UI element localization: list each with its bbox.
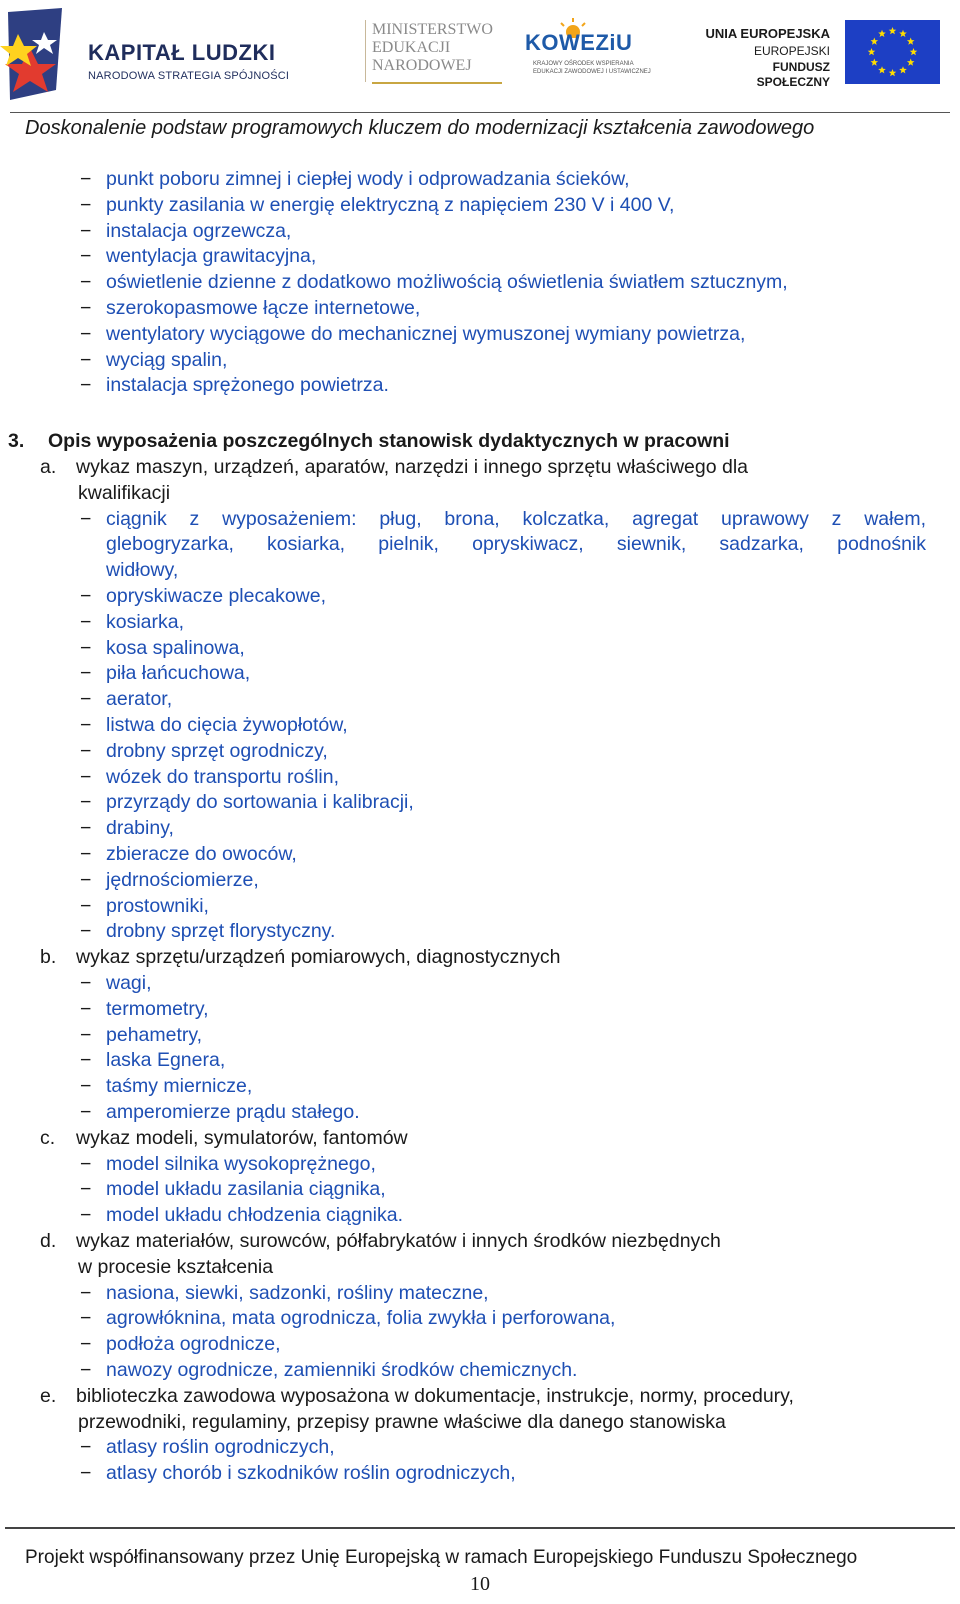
- dash-bullet: −: [80, 1178, 92, 1201]
- subsection-heading: [40, 1229, 721, 1253]
- list-item: [80, 636, 245, 660]
- list-item: [80, 296, 420, 320]
- list-item: [80, 997, 209, 1021]
- list-item-text: drobny sprzęt florystyczny.: [106, 920, 336, 943]
- dash-bullet: −: [80, 817, 92, 840]
- eu-star-icon: [910, 48, 918, 55]
- kapital-ludzki-title: KAPITAŁ LUDZKI: [88, 40, 276, 65]
- kapital-ludzki-star-icon: [0, 4, 80, 104]
- subsection-letter: b.: [40, 946, 57, 969]
- list-item: [106, 558, 178, 582]
- eu-logo: [700, 20, 940, 90]
- list-item: [80, 919, 335, 943]
- dash-bullet: −: [80, 920, 92, 943]
- list-item: [80, 348, 227, 372]
- subsection-text: przewodniki, regulaminy, przepisy prawne właściwe dla danego stanowiska: [78, 1410, 726, 1433]
- list-item-text: wentylatory wyciągowe do mechanicznej wymuszonej wymiany powietrza,: [106, 322, 746, 345]
- eu-line-2: EUROPEJSKI: [753, 44, 830, 58]
- list-item: [80, 1177, 386, 1201]
- koweziu-name: KOWEZiU: [525, 30, 633, 55]
- dash-bullet: −: [80, 322, 92, 345]
- dash-bullet: −: [80, 1049, 92, 1072]
- footer-divider: [5, 1527, 955, 1529]
- list-item: [80, 322, 745, 346]
- dash-bullet: −: [80, 739, 92, 762]
- dash-bullet: −: [80, 219, 92, 242]
- list-item-text: termometry,: [106, 997, 209, 1020]
- dash-bullet: −: [80, 972, 92, 994]
- subsection-letter: c.: [40, 1126, 56, 1149]
- list-item: [80, 1074, 252, 1098]
- list-item: [80, 167, 630, 191]
- subsection-heading: [40, 455, 748, 479]
- eu-star-icon: [907, 59, 915, 66]
- subsection-text: biblioteczka zawodowa wyposażona w dokumentacje, instrukcje, normy, procedury,: [76, 1384, 794, 1407]
- eu-star-icon: [878, 30, 886, 37]
- list-item: [80, 193, 674, 217]
- subsection-heading: [40, 945, 560, 969]
- dash-bullet: −: [80, 868, 92, 891]
- dash-bullet: −: [80, 507, 92, 530]
- koweziu-subtitle: KRAJOWY OŚRODEK WSPIERANIA EDUKACJI ZAWODOWEJ I USTAWICZNEJ: [533, 61, 651, 75]
- list-item-text: przyrządy do sortowania i kalibracji,: [106, 791, 414, 814]
- dash-bullet: −: [80, 348, 92, 371]
- footer-text: Projekt współfinansowany przez Unię Europejską w ramach Europejskiego Funduszu Społecznego: [25, 1547, 858, 1568]
- list-item-text: oświetlenie dzienne z dodatkowo możliwością oświetlenia światłem sztucznym,: [106, 271, 788, 294]
- subsection-text: wykaz modeli, symulatorów, fantomów: [76, 1126, 408, 1149]
- list-item: [80, 373, 389, 397]
- list-item: [80, 687, 172, 711]
- subsection-text: kwalifikacji: [78, 481, 171, 504]
- subsection-heading: [40, 1126, 408, 1150]
- list-item: [80, 713, 348, 737]
- list-item-text: widłowy,: [106, 559, 179, 582]
- subsection-text: wykaz materiałów, surowców, półfabrykatów i innych środków niezbędnych: [76, 1230, 721, 1252]
- eu-flag-icon: [845, 20, 940, 84]
- list-item-text: kosa spalinowa,: [106, 636, 245, 659]
- list-item-text: instalacja sprężonego powietrza.: [106, 374, 389, 397]
- eu-line-3: FUNDUSZ SPOŁECZNY: [756, 60, 830, 89]
- subsection-heading: [78, 1410, 726, 1434]
- list-item-text: punkt poboru zimnej i ciepłej wody i odprowadzania ścieków,: [106, 168, 630, 190]
- list-item: [80, 1152, 376, 1176]
- list-item-text: podłoża ogrodnicze,: [106, 1333, 281, 1356]
- dash-bullet: −: [80, 1462, 92, 1485]
- dash-bullet: −: [80, 245, 92, 268]
- dash-bullet: −: [80, 168, 92, 190]
- list-item: [80, 765, 339, 789]
- list-item-text: wózek do transportu roślin,: [106, 765, 340, 788]
- subsection-heading: [78, 481, 170, 505]
- list-item-text: drabiny,: [106, 817, 174, 840]
- eu-star-icon: [878, 66, 886, 73]
- kapital-ludzki-subtitle: NARODOWA STRATEGIA SPÓJNOŚCI: [88, 70, 290, 82]
- subsection-text: w procesie kształcenia: [78, 1255, 274, 1278]
- dash-bullet: −: [80, 765, 92, 788]
- subsection-letter: a.: [40, 456, 57, 478]
- eu-star-icon: [889, 69, 897, 76]
- list-item: [80, 971, 152, 995]
- list-item: [80, 1100, 360, 1124]
- list-item: [80, 1461, 516, 1485]
- dash-bullet: −: [80, 1307, 92, 1330]
- men-line-3: NARODOWEJ: [372, 57, 472, 74]
- subsection-text: wykaz sprzętu/urządzeń pomiarowych, diagnostycznych: [76, 946, 561, 969]
- list-item: [80, 1358, 577, 1382]
- list-item-text: aerator,: [106, 688, 173, 711]
- men-line-1: MINISTERSTWO: [372, 21, 493, 38]
- eu-star-icon: [868, 48, 876, 55]
- section-3-heading: [8, 429, 730, 453]
- subsection-heading: [40, 1384, 794, 1408]
- page-header: [0, 0, 960, 118]
- list-item: [80, 1023, 202, 1047]
- dash-bullet: −: [80, 1333, 92, 1356]
- men-logo: [365, 20, 506, 82]
- section-number: 3.: [8, 430, 25, 453]
- list-item: [80, 868, 259, 892]
- dash-bullet: −: [80, 894, 92, 917]
- eu-star-icon: [899, 30, 907, 37]
- men-underline: [372, 82, 502, 84]
- dash-bullet: −: [80, 297, 92, 319]
- eu-star-icon: [899, 66, 907, 73]
- list-item-text: punkty zasilania w energię elektryczną z napięciem 230 V i 400 V,: [106, 193, 675, 216]
- list-item-text: model układu zasilania ciągnika,: [106, 1178, 386, 1201]
- list-item-text: wagi,: [106, 972, 152, 994]
- header-divider: [10, 112, 950, 113]
- list-item-text: amperomierze prądu stałego.: [106, 1101, 360, 1123]
- list-item: [80, 894, 209, 918]
- eu-star-icon: [871, 59, 879, 66]
- list-item: [80, 270, 788, 294]
- list-item-text: nawozy ogrodnicze, zamienniki środków chemicznych.: [106, 1359, 578, 1381]
- dash-bullet: −: [80, 1436, 92, 1459]
- list-item-text: opryskiwacze plecakowe,: [106, 585, 327, 607]
- list-item-text: model układu chłodzenia ciągnika.: [106, 1204, 404, 1227]
- subsection-letter: e.: [40, 1384, 57, 1407]
- dash-bullet: −: [80, 1023, 92, 1046]
- dash-bullet: −: [80, 636, 92, 659]
- list-item-text: prostowniki,: [106, 894, 209, 917]
- men-line-2: EDUKACJI: [372, 39, 451, 56]
- list-item: [80, 816, 174, 840]
- dash-bullet: −: [80, 1101, 92, 1123]
- list-item-text: laska Egnera,: [106, 1049, 226, 1072]
- dash-bullet: −: [80, 374, 92, 397]
- list-item-text: nasiona, siewki, sadzonki, rośliny mateczne,: [106, 1281, 489, 1304]
- list-item-text: szerokopasmowe łącze internetowe,: [106, 297, 421, 319]
- list-item: [80, 1306, 615, 1330]
- list-item: [80, 1435, 335, 1459]
- list-item-text: drobny sprzęt ogrodniczy,: [106, 739, 328, 762]
- list-item-text: zbieracze do owoców,: [106, 843, 297, 865]
- list-item: [80, 739, 328, 763]
- list-item-text: piła łańcuchowa,: [106, 662, 251, 685]
- dash-bullet: −: [80, 714, 92, 736]
- dash-bullet: −: [80, 1204, 92, 1227]
- list-item: [80, 1203, 403, 1227]
- dash-bullet: −: [80, 193, 92, 216]
- list-item: [80, 661, 250, 685]
- dash-bullet: −: [80, 1075, 92, 1098]
- dash-bullet: −: [80, 843, 92, 865]
- list-item-text: glebogryzarka, kosiarka, pielnik, opryskiwacz, siewnik, sadzarka, podnośnik: [106, 533, 926, 556]
- eu-star-icon: [889, 27, 897, 34]
- list-item: [80, 610, 184, 634]
- eu-line-1: UNIA EUROPEJSKA: [705, 26, 830, 41]
- dash-bullet: −: [80, 791, 92, 814]
- dash-bullet: −: [80, 610, 92, 633]
- section-title: Opis wyposażenia poszczególnych stanowisk dydaktycznych w pracowni: [48, 430, 730, 453]
- list-item: [80, 1048, 225, 1072]
- list-item: [80, 1332, 281, 1356]
- list-item: [106, 532, 926, 556]
- list-item-text: listwa do cięcia żywopłotów,: [106, 714, 348, 736]
- list-item-text: ciągnik z wyposażeniem: pług, brona, kolczatka, agregat uprawowy z wałem,: [106, 507, 926, 530]
- koweziu-logo: [525, 18, 655, 88]
- list-item-text: kosiarka,: [106, 610, 185, 633]
- dash-bullet: −: [80, 688, 92, 711]
- list-item: [80, 507, 926, 531]
- kapital-ludzki-logo: [0, 4, 320, 106]
- dash-bullet: −: [80, 271, 92, 294]
- list-item-text: jędrnościomierze,: [106, 868, 259, 891]
- eu-star-icon: [871, 38, 879, 45]
- subsection-letter: d.: [40, 1230, 57, 1252]
- eu-star-icon: [907, 38, 915, 45]
- list-item-text: wyciąg spalin,: [106, 348, 228, 371]
- dash-bullet: −: [80, 585, 92, 607]
- document-title: Doskonalenie podstaw programowych kluczem do modernizacji kształcenia zawodowego: [25, 117, 815, 139]
- list-item-text: instalacja ogrzewcza,: [106, 219, 292, 242]
- dash-bullet: −: [80, 997, 92, 1020]
- list-item: [80, 1281, 489, 1305]
- list-item: [80, 219, 291, 243]
- list-item-text: atlasy chorób i szkodników roślin ogrodniczych,: [106, 1462, 516, 1485]
- list-item-text: model silnika wysokoprężnego,: [106, 1152, 376, 1175]
- list-item-text: taśmy miernicze,: [106, 1075, 253, 1098]
- list-item-text: agrowłóknina, mata ogrodnicza, folia zwykła i perforowana,: [106, 1307, 616, 1330]
- list-item-text: wentylacja grawitacyjna,: [106, 245, 317, 268]
- dash-bullet: −: [80, 1359, 92, 1381]
- list-item-text: atlasy roślin ogrodniczych,: [106, 1436, 335, 1459]
- subsection-text: wykaz maszyn, urządzeń, aparatów, narzędzi i innego sprzętu właściwego dla: [76, 456, 749, 478]
- list-item: [80, 584, 326, 608]
- list-item: [80, 790, 414, 814]
- subsection-heading: [78, 1255, 273, 1279]
- dash-bullet: −: [80, 662, 92, 685]
- dash-bullet: −: [80, 1281, 92, 1304]
- list-item: [80, 842, 297, 866]
- page-number: 10: [470, 1573, 490, 1595]
- list-item-text: pehametry,: [106, 1023, 203, 1046]
- list-item: [80, 244, 316, 268]
- dash-bullet: −: [80, 1152, 92, 1175]
